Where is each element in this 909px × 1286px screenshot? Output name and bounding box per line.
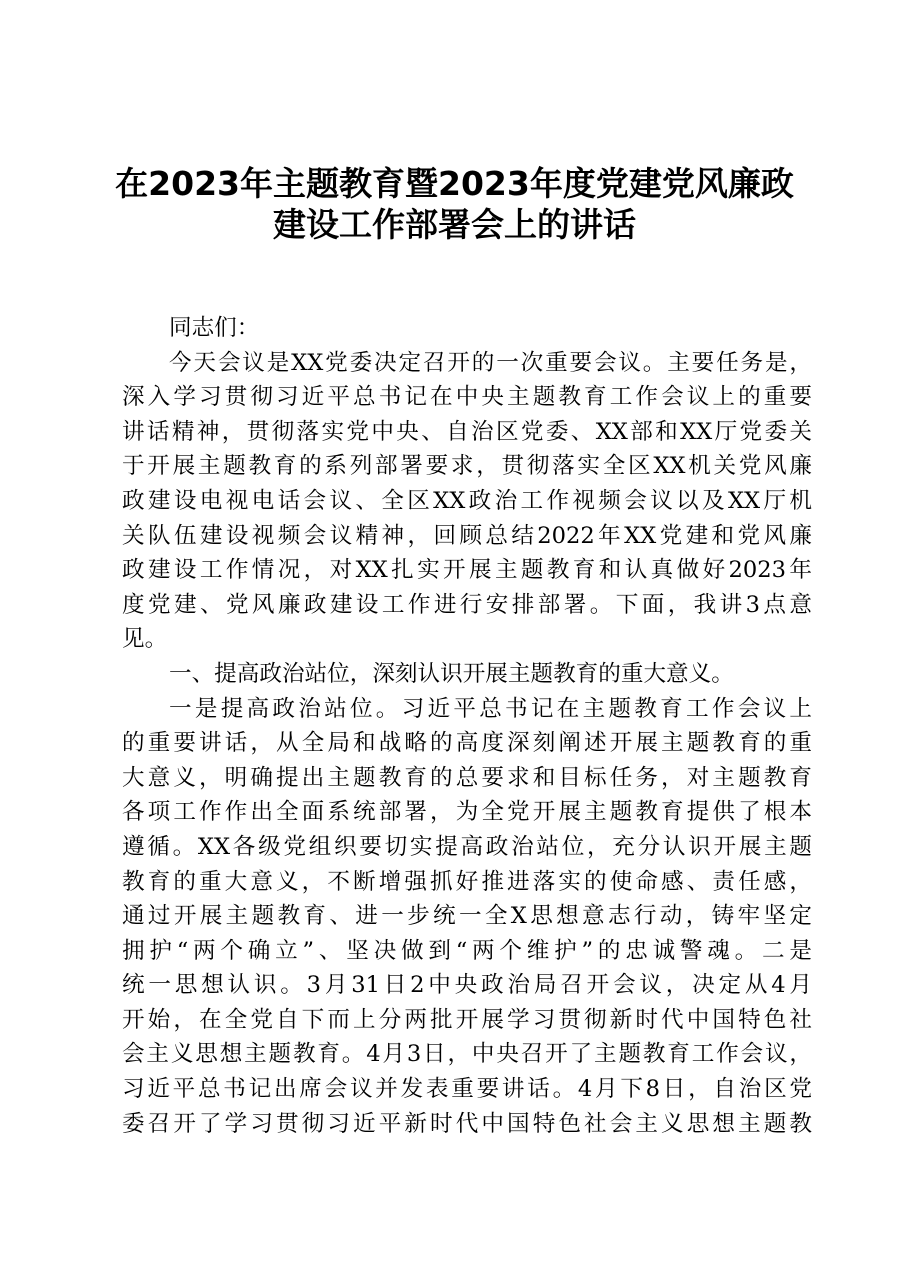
paragraph-line: 会主义思想主题教育。4月3日，中央召开了主题教育工作会议，: [122, 1041, 812, 1068]
document-title-line-1: 在2023年主题教育暨2023年度党建党风廉政: [115, 164, 794, 203]
paragraph-line: 关队伍建设视频会议精神，回顾总结2022年XX党建和党风廉: [122, 522, 812, 549]
document-body: [122, 311, 812, 1141]
paragraph-line: 讲话精神，贯彻落实党中央、自治区党委、XX部和XX厅党委关: [122, 418, 812, 445]
paragraph-line: 一是提高政治站位。习近平总书记在主题教育工作会议上: [169, 695, 812, 722]
paragraph-line: 各项工作作出全面系统部署，为全党开展主题教育提供了根本: [122, 799, 812, 826]
paragraph-line: 开始，在全党自下而上分两批开展学习贯彻新时代中国特色社: [122, 1006, 812, 1033]
document-title-line-2: 建设工作部署会上的讲话: [273, 205, 636, 244]
paragraph-line: 委召开了学习贯彻习近平新时代中国特色社会主义思想主题教: [122, 1110, 812, 1137]
paragraph-line: 教育的重大意义，不断增强抓好推进落实的使命感、责任感，: [122, 868, 812, 895]
section-heading: 一、提高政治站位，深刻认识开展主题教育的重大意义。: [169, 660, 734, 687]
paragraph-line: 深入学习贯彻习近平总书记在中央主题教育工作会议上的重要: [122, 384, 812, 411]
paragraph-line: 政建设工作情况，对XX扎实开展主题教育和认真做好2023年: [122, 557, 812, 584]
paragraph-line: 今天会议是XX党委决定召开的一次重要会议。主要任务是，: [169, 349, 812, 376]
paragraph-line: 遵循。XX各级党组织要切实提高政治站位，充分认识开展主题: [122, 833, 812, 860]
paragraph-line: 大意义，明确提出主题教育的总要求和目标任务，对主题教育: [122, 764, 812, 791]
paragraph-line: 统一思想认识。3月31日2中央政治局召开会议，决定从4月: [122, 972, 812, 999]
paragraph-line: 见。: [122, 626, 168, 653]
paragraph-line: 习近平总书记出席会议并发表重要讲话。4月下8日，自治区党: [122, 1076, 812, 1103]
salutation: 同志们：: [169, 315, 260, 341]
paragraph-line: 度党建、党风廉政建设工作进行安排部署。下面，我讲3点意: [122, 591, 812, 618]
paragraph-line: 拥护“两个确立”、坚决做到“两个维护”的忠诚警魂。二是: [122, 937, 812, 964]
paragraph-line: 于开展主题教育的系列部署要求，贯彻落实全区XX机关党风廉: [122, 453, 812, 480]
paragraph-line: 政建设电视电话会议、全区XX政治工作视频会议以及XX厅机: [122, 487, 812, 514]
paragraph-line: 通过开展主题教育、进一步统一全X思想意志行动，铸牢坚定: [122, 903, 812, 930]
paragraph-line: 的重要讲话，从全局和战略的高度深刻阐述开展主题教育的重: [122, 730, 812, 757]
